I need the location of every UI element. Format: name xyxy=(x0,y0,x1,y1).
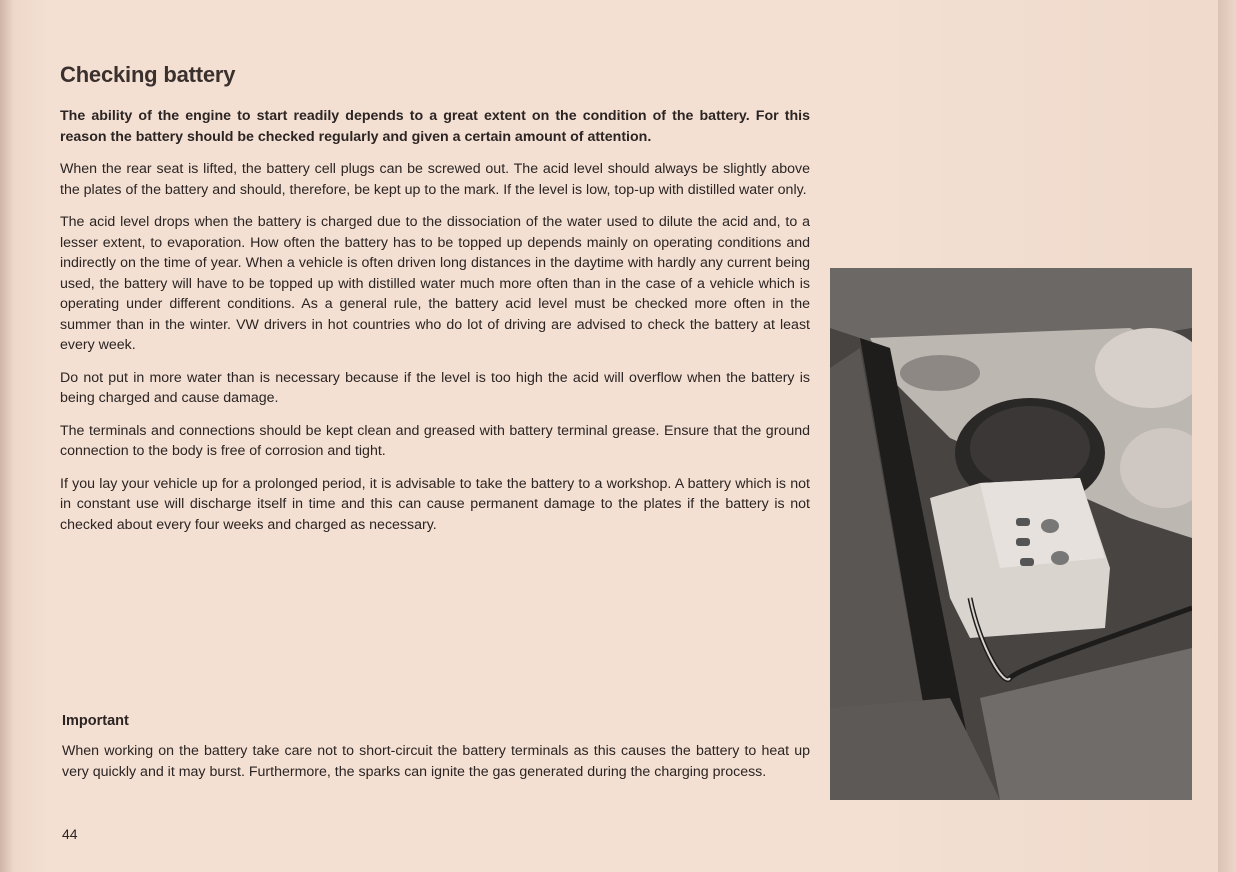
page-edge-shadow xyxy=(0,0,14,872)
paragraph-lay-up: If you lay your vehicle up for a prolonged period, it is advisable to take the battery to a workshop. A battery which is not in constant use will discharge itself in time and this can cause permanent damage to the plates if the battery is not checked about every four weeks and charged as necessary. xyxy=(60,475,810,533)
important-note xyxy=(62,713,810,794)
text-column xyxy=(60,62,810,547)
page-title: Checking battery xyxy=(60,62,236,87)
battery-photo xyxy=(830,268,1192,800)
battery-photo-illustration xyxy=(830,268,1192,800)
page-gutter xyxy=(1218,0,1236,872)
paragraph-rear-seat: When the rear seat is lifted, the battery cell plugs can be screwed out. The acid level should always be slightly above the plates of the battery and should, therefore, be kept up to the mark. If the level is low, top-up with distilled water only. xyxy=(60,161,810,198)
paragraph-terminals: The terminals and connections should be kept clean and greased with battery terminal grease. Ensure that the ground connection to the body is free of corrosion and tight. xyxy=(60,422,810,459)
paragraph-acid-level: The acid level drops when the battery is charged due to the dissociation of the water used to dilute the acid and, to a lesser extent, to evaporation. How often the battery has to be topped up depends mainly on operating conditions and indirectly on the time of year. When a vehicle is often driven long distances in the daytime with hardly any current being used, the battery will have to be topped up with distilled water much more often than in the case of a vehicle which is operating under different conditions. As a general rule, the battery acid level must be checked more often in the summer than in the winter. VW drivers in hot countries who do lot of driving are advised to check the battery at least every week. xyxy=(60,214,810,353)
paragraph-overflow: Do not put in more water than is necessary because if the level is too high the acid will overflow when the battery is being charged and cause damage. xyxy=(60,369,810,406)
important-heading: Important xyxy=(62,713,129,729)
page-number: 44 xyxy=(62,826,78,842)
important-text: When working on the battery take care not to short-circuit the battery terminals as this causes the battery to heat up very quickly and it may burst. Furthermore, the sparks can ignite the gas generated during the charging process. xyxy=(62,743,810,780)
intro-paragraph: The ability of the engine to start readily depends to a great extent on the condition of the battery. For this reason the battery should be checked regularly and given a certain amount of attention. xyxy=(60,108,810,145)
